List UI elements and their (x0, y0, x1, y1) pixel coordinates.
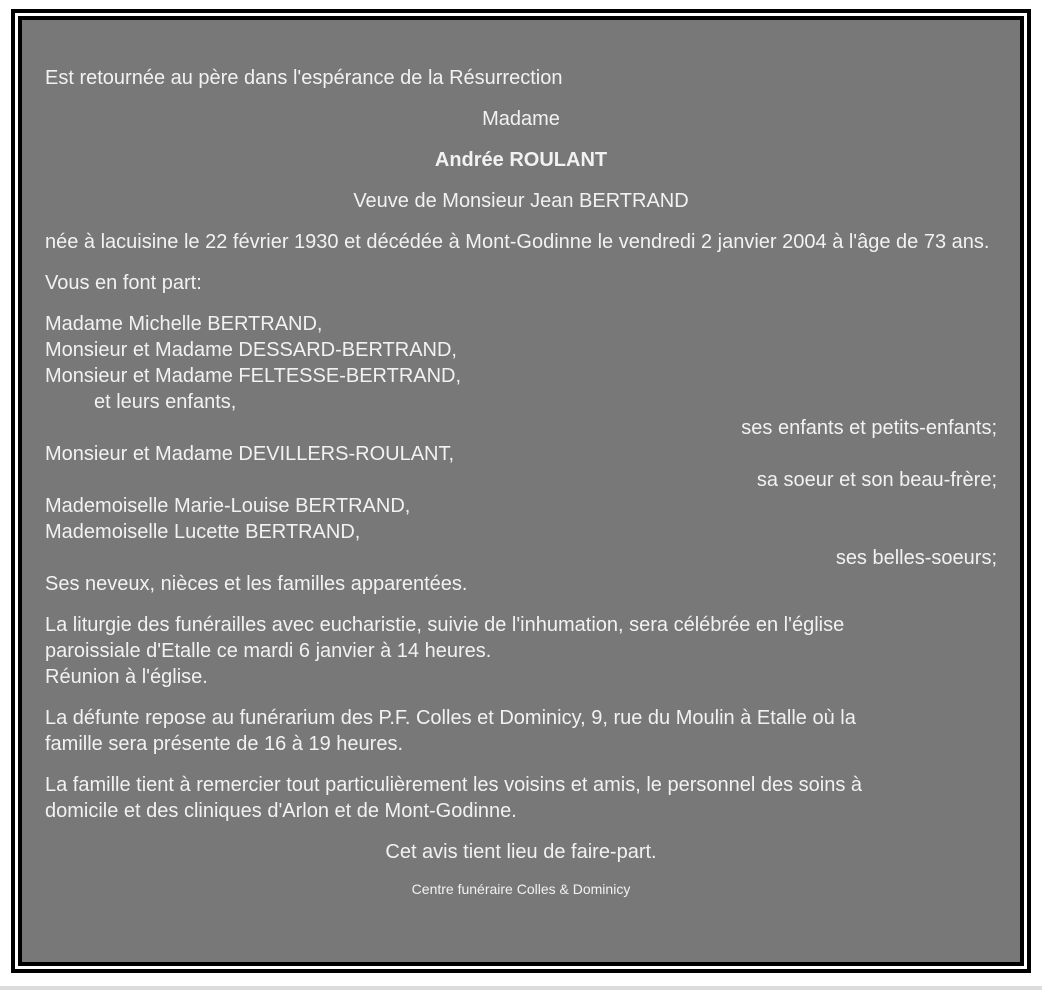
family-member: Monsieur et Madame DESSARD-BERTRAND, (45, 339, 457, 361)
repose-line: La défunte repose au funérarium des P.F. Colles et Dominicy, 9, rue du Moulin à Etalle où la (45, 707, 856, 729)
repose-text (45, 705, 997, 757)
liturgy-line: paroissiale d'Etalle ce mardi 6 janvier à 14 heures. (45, 640, 492, 662)
announce-text: Vous en font part: (45, 272, 202, 294)
family-relation: sa soeur et son beau-frère; (756, 469, 997, 491)
liturgy-line: La liturgie des funérailles avec eucharistie, suivie de l'inhumation, sera célébrée en l'église (45, 614, 845, 636)
closing-text: Cet avis tient lieu de faire-part. (385, 841, 657, 863)
intro-text: Est retournée au père dans l'espérance de la Résurrection (45, 67, 563, 89)
family-member: Mademoiselle Marie-Louise BERTRAND, (45, 495, 411, 517)
thanks-text (45, 772, 997, 824)
repose-line: famille sera présente de 16 à 19 heures. (45, 733, 403, 755)
thanks-line: domicile et des cliniques d'Arlon et de Mont-Godinne. (45, 800, 517, 822)
birth-death-text: née à lacuisine le 22 février 1930 et décédée à Mont-Godinne le vendredi 2 janvier 2004 à l'âge de 73 ans. (45, 231, 990, 253)
liturgy-line: Réunion à l'église. (45, 666, 208, 688)
family-member: Mademoiselle Lucette BERTRAND, (45, 521, 361, 543)
family-member: Ses neveux, nièces et les familles apparentées. (45, 573, 468, 595)
family-member: Madame Michelle BERTRAND, (45, 313, 323, 335)
family-relation: ses enfants et petits-enfants; (741, 417, 997, 439)
family-member: Monsieur et Madame FELTESSE-BERTRAND, (45, 365, 462, 387)
honorific: Madame (482, 108, 560, 130)
thanks-line: La famille tient à remercier tout particulièrement les voisins et amis, le personnel des soins à (45, 774, 863, 796)
funeral-home-credit: Centre funéraire Colles & Dominicy (411, 881, 631, 897)
deceased-name: Andrée ROULANT (434, 149, 608, 171)
family-relation: ses belles-soeurs; (835, 547, 997, 569)
liturgy-text (45, 612, 997, 690)
bottom-strip (0, 986, 1042, 990)
widow-of: Veuve de Monsieur Jean BERTRAND (353, 190, 689, 212)
family-member: Monsieur et Madame DEVILLERS-ROULANT, (45, 443, 455, 465)
notice-frame-inner (18, 16, 1024, 966)
notice-frame-outer (11, 9, 1031, 973)
family-list (45, 311, 997, 597)
family-member: et leurs enfants, (94, 391, 237, 413)
notice-content (45, 65, 997, 898)
